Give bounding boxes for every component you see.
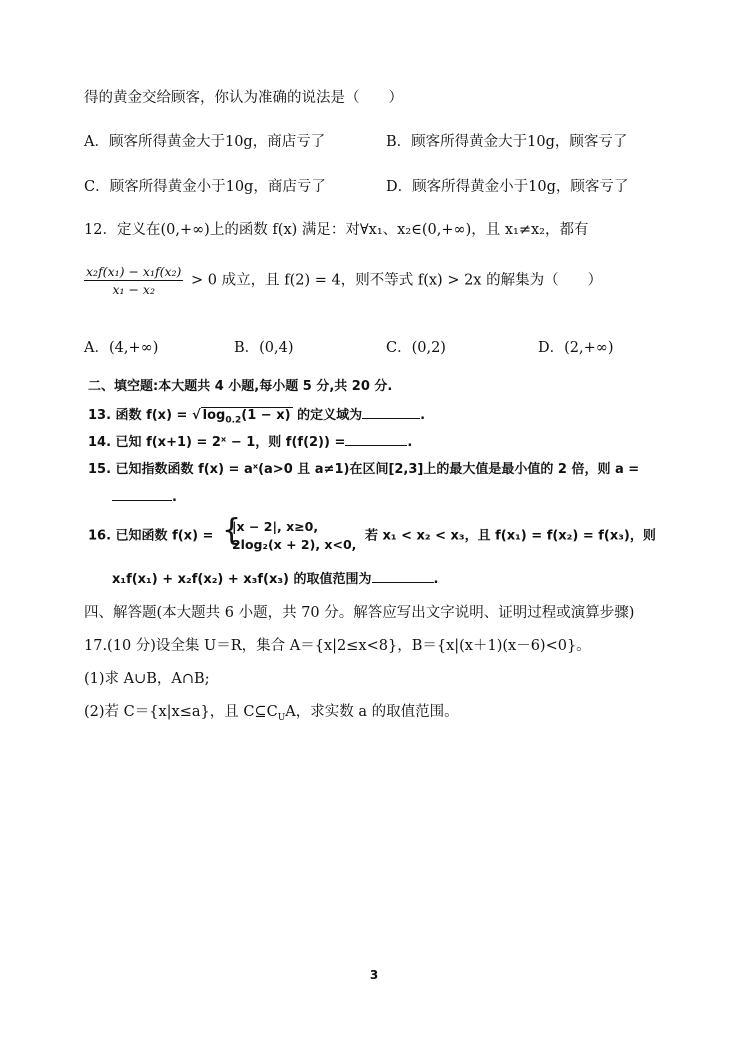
- q16-prefix: 16. 已知函数 f(x) =: [88, 528, 214, 544]
- q12-option-b: B．(0,4): [234, 340, 294, 356]
- q15-line1: 15. 已知指数函数 f(x) = aˣ(a>0 且 a≠1)在区间[2,3]上的最大值是最小值的 2 倍，则 a =: [88, 462, 640, 477]
- q13-log-arg: (1 − x): [241, 408, 291, 423]
- q16-piecewise: [221, 513, 357, 554]
- q16-piece-row2: 2log₂(x + 2), x<0,: [231, 537, 357, 553]
- q11-option-a: A．顾客所得黄金大于10g，商店亏了: [84, 134, 326, 150]
- q13-line: 13. 函数 f(x) = √ $\log_{0.2}(1 - x)$ 的定义域为 .: [88, 408, 426, 426]
- q11-option-c: C．顾客所得黄金小于10g，商店亏了: [84, 179, 326, 195]
- q17-part2-rest: A，求实数 a 的取值范围。: [285, 704, 459, 720]
- q13-answer-blank[interactable]: [362, 418, 420, 419]
- left-brace-icon: {: [221, 513, 242, 548]
- q16-line2: x₁f(x₁) + x₂f(x₂) + x₃f(x₃) 的取值范围为 .: [112, 572, 439, 587]
- q17-part1: (1)求 A∪B，A∩B;: [84, 671, 210, 687]
- q12-fraction: [84, 264, 183, 297]
- q13-radicand: [201, 407, 293, 426]
- q16-suffix: 若 x₁ < x₂ < x₃，且 f(x₁) = f(x₂) = f(x₃)，则: [364, 528, 656, 544]
- q12-line2: [84, 264, 602, 297]
- q12-condition-text: > 0 成立，且 f(2) = 4，则不等式 f(x) > 2x 的解集为（ ）: [191, 272, 603, 289]
- q15-answer-blank[interactable]: [112, 500, 172, 501]
- q13-log: log: [202, 408, 226, 423]
- q17-part2: [84, 704, 459, 724]
- q16-piece-row1: |x − 2|, x≥0,: [231, 519, 319, 534]
- q12-line1: 12．定义在(0,+∞)上的函数 f(x) 满足：对∀x₁、x₂∈(0,+∞)，且 x₁≠x₂，都有: [84, 222, 589, 238]
- q12-option-a: A．(4,+∞): [84, 340, 159, 356]
- q15-line2: .: [112, 490, 177, 506]
- section4-title: 四、解答题(本大题共 6 小题，共 70 分。解答应写出文字说明、证明过程或演算步骤): [84, 605, 635, 621]
- q12-option-d: D．(2,+∞): [538, 340, 614, 356]
- q11-option-d: D．顾客所得黄金小于10g，顾客亏了: [386, 179, 629, 195]
- q16-sum: x₁f(x₁) + x₂f(x₂) + x₃f(x₃) 的取值范围为: [112, 572, 372, 587]
- section2-title: 二、填空题:本大题共 4 小题,每小题 5 分,共 20 分.: [88, 379, 393, 394]
- q17-statement: 17.(10 分)设全集 U＝R，集合 A＝{x|2≤x<8}，B＝{x|(x＋1)(x－6)<0}。: [84, 638, 591, 654]
- q14-line: 14. 已知 f(x+1) = 2ˣ − 1，则 f(f(2)) = .: [88, 435, 413, 450]
- q16-line1: [88, 513, 656, 554]
- q14-answer-blank[interactable]: [345, 445, 407, 446]
- page-number: 3: [369, 968, 379, 982]
- q13-prefix: 13. 函数 f(x) =: [88, 408, 192, 423]
- q11-continuation: 得的黄金交给顾客，你认为准确的说法是（ ）: [84, 90, 403, 106]
- q11-option-b: B．顾客所得黄金大于10g，顾客亏了: [386, 134, 628, 150]
- sqrt-icon: √: [191, 408, 201, 423]
- q12-option-c: C．(0,2): [386, 340, 446, 356]
- q17-part2-subscript: U: [277, 712, 286, 723]
- q12-fraction-denominator: x₁ − x₂: [112, 282, 155, 297]
- q16-answer-blank[interactable]: [372, 582, 434, 583]
- q13-suffix: 的定义域为: [292, 408, 363, 423]
- q13-log-base: 0.2: [225, 415, 242, 426]
- q12-fraction-numerator: x₂f(x₁) − x₁f(x₂): [86, 264, 182, 279]
- q17-part2-text: (2)若 C＝{x|x≤a}，且 C⊆C: [84, 704, 278, 720]
- q14-text: 14. 已知 f(x+1) = 2ˣ − 1，则 f(f(2)) =: [88, 435, 346, 450]
